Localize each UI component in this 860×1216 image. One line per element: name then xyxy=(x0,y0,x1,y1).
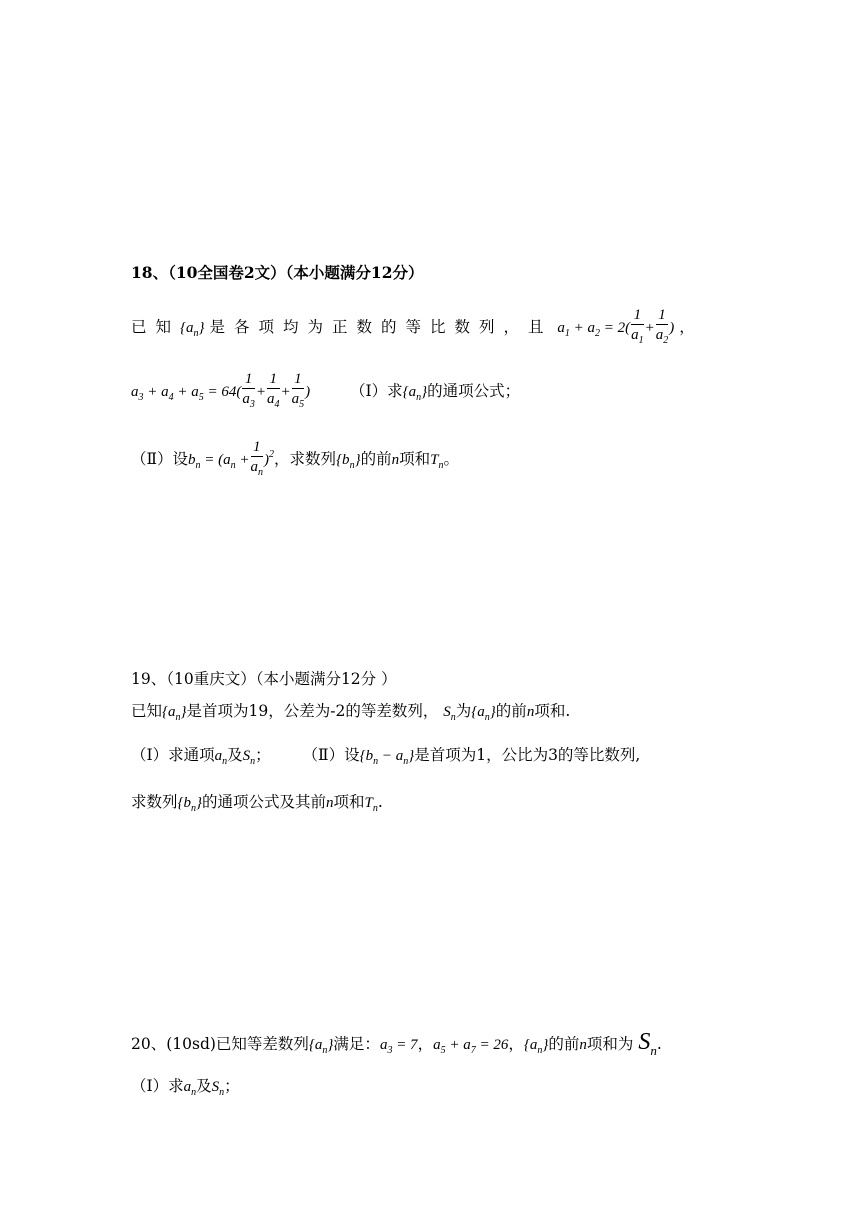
q18-part2-label: （Ⅱ）设 xyxy=(131,449,189,468)
q18-part1-end: 的通项公式； xyxy=(427,381,521,400)
q19-set-bn: $\{b_n\}$ xyxy=(177,795,203,814)
q20-line2 xyxy=(131,1076,240,1103)
q19-semicolon: ； xyxy=(255,746,271,764)
q18-Tn: $T_n$ xyxy=(430,451,444,471)
q19-text-c: 为 xyxy=(455,702,472,720)
q20-comma1: ， xyxy=(417,1035,434,1053)
q19-text-a: 已知 xyxy=(131,702,163,720)
q18-condition2: $a_3 + a_4 + a_5 = 64$( $\frac{1}{a_3}$ + $\frac{1}{a_4}$ + $\frac{1}{a_5}$ ) xyxy=(131,371,311,410)
q19-set-an: $\{a_n\}$ xyxy=(162,704,187,723)
q19-line3-b: 的通项公式及其前 xyxy=(202,793,327,811)
q19-header: 19、（10重庆文）（本小题满分12分 ） xyxy=(131,670,397,688)
q18-part2-end: 。 xyxy=(443,449,459,468)
q19-Sn-2: $S_n$ xyxy=(242,748,256,767)
q19-n: n xyxy=(526,704,535,720)
q20-part1-label: （Ⅰ）求 xyxy=(131,1077,184,1095)
q19-line3-c: 项和 xyxy=(333,793,365,811)
q19-set-bn-an: $\{b_n - a_n\}$ xyxy=(359,748,415,767)
q19-line3-d: . xyxy=(377,793,383,811)
q19-text-b: 是首项为19，公差为-2的等差数列， xyxy=(186,702,439,720)
q20-Sn-2: $S_n$ xyxy=(211,1079,225,1098)
q20-an: $a_n$ xyxy=(183,1079,197,1098)
q18-part2-mid2: 的前 xyxy=(360,449,392,468)
q20-comma2: ， xyxy=(508,1035,524,1053)
q20-a3: $a_3 = 7$ xyxy=(379,1037,418,1056)
q19-line1 xyxy=(131,701,570,728)
q18-line1-text2: 是各项均为正数的等比数列，且 xyxy=(209,317,553,336)
q19-line3-a: 求数列 xyxy=(131,793,178,811)
q20-semicolon: ； xyxy=(224,1077,240,1095)
q20-text-f: 项和为 xyxy=(586,1035,634,1053)
q19-line3 xyxy=(131,792,383,819)
q19-n-2: n xyxy=(326,795,334,811)
q19-part2-text: 是首项为1，公比为3的等比数列, xyxy=(414,746,641,764)
q19-Tn: $T_n$ xyxy=(364,795,378,814)
q20-period: . xyxy=(656,1035,662,1053)
q20-Sn: $S_n$ xyxy=(638,1029,657,1058)
q19-text-and: 及 xyxy=(227,746,243,764)
q18-set-bn: $\{b_n\}$ xyxy=(336,451,361,471)
q18-line3 xyxy=(131,438,459,483)
q19-set-an-2: $\{a_n\}$ xyxy=(471,704,496,723)
q20-n: n xyxy=(579,1037,587,1053)
q18-part1-set: $\{a_n\}$ xyxy=(402,383,428,403)
q20-text-b: 满足： xyxy=(333,1035,380,1053)
q19-Sn: $S_n$ xyxy=(443,704,456,723)
q18-n: n xyxy=(391,451,400,468)
q18-line1 xyxy=(131,306,695,351)
q20-line1 xyxy=(131,1029,662,1061)
q19-text-d: 的前 xyxy=(495,702,527,720)
q19-an: $a_n$ xyxy=(214,748,228,767)
q18-condition1: $a_1 + a_2 = 2$( $\frac{1}{a_1}$ + $\frac{1}{a_2}$ ) xyxy=(557,307,675,346)
q18-part2-mid: ，求数列 xyxy=(274,449,337,468)
q19-part2-label: （Ⅱ）设 xyxy=(302,746,360,764)
q19-line2 xyxy=(131,745,640,772)
q18-line1-end: ， xyxy=(679,317,695,336)
q18-part1-label: （Ⅰ）求 xyxy=(350,381,403,400)
q18-part2-mid3: 项和 xyxy=(399,449,431,468)
q20-a5a7: $a_5 + a_7 = 26$ xyxy=(433,1037,509,1056)
q18-header: 18、（10全国卷2文）（本小题满分12分） xyxy=(131,263,424,282)
q18-set-an: $\{a_n\}$ xyxy=(180,319,205,339)
q18-bn-def: $b_n = (a_n$ + $\frac{1}{a_n}$ )$^2$ xyxy=(188,439,275,478)
q20-text-a: 20、(10sd)已知等差数列 xyxy=(131,1035,309,1053)
q18-line1-text: 已知 xyxy=(131,317,181,336)
q20-text-and: 及 xyxy=(196,1077,212,1095)
q20-set-an: $\{a_n\}$ xyxy=(308,1037,334,1056)
q19-part1-label: （Ⅰ）求通项 xyxy=(131,746,215,764)
q20-text-e: 的前 xyxy=(548,1035,580,1053)
q19-text-e: 项和. xyxy=(534,702,571,720)
q20-set-an-2: $\{a_n\}$ xyxy=(523,1037,549,1056)
q18-line2 xyxy=(131,370,520,415)
